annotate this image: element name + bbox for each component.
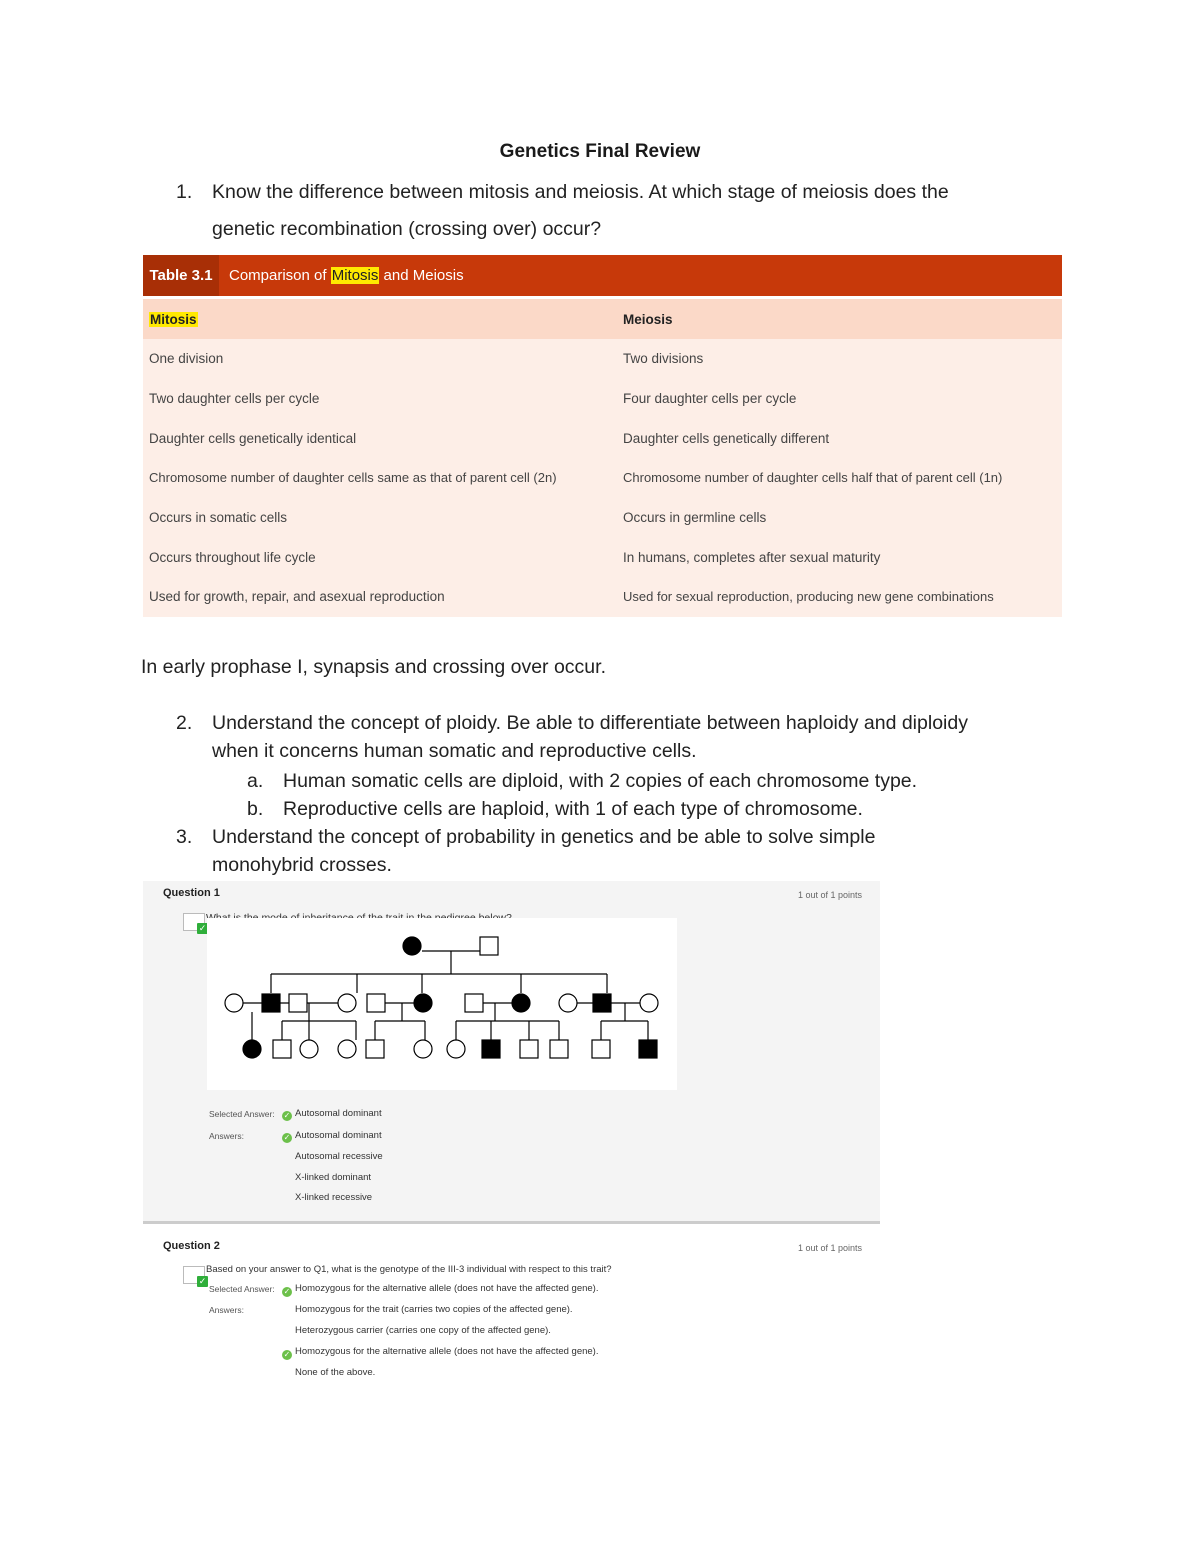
caption-text-end: and Meiosis	[379, 267, 464, 284]
quiz-question-1-title: Question 1	[163, 887, 220, 899]
table-cell: One division	[149, 351, 224, 367]
table-row	[143, 379, 1062, 419]
table-cell: Daughter cells genetically different	[623, 430, 830, 446]
correct-check-icon: ✓	[283, 1350, 291, 1359]
sub-label-a: a.	[247, 770, 264, 792]
table-header	[143, 255, 1062, 296]
table-cell: In humans, completes after sexual maturity	[623, 549, 881, 565]
table-row	[143, 418, 1062, 458]
caption-highlight: Mitosis	[331, 267, 379, 284]
table-cell: Two divisions	[623, 351, 704, 367]
answer-option: Autosomal dominant	[295, 1130, 382, 1141]
check-icon: ✓	[198, 923, 207, 933]
answer-option: Homozygous for the alternative allele (does not have the affected gene).	[295, 1346, 599, 1357]
table-cell: Occurs throughout life cycle	[149, 549, 316, 565]
column-header-mitosis-label: Mitosis	[150, 311, 197, 327]
question-3-line-1: Understand the concept of probability in genetics and be able to solve simple	[212, 826, 876, 848]
question-1-line-2: genetic recombination (crossing over) occur?	[212, 218, 602, 240]
answers-label: Answers:	[209, 1131, 244, 1141]
graded-check-icon	[183, 913, 205, 931]
table-row	[143, 458, 1062, 498]
column-header-mitosis	[143, 312, 623, 327]
quiz-question-1-points: 1 out of 1 points	[797, 890, 862, 900]
caption-text: Comparison of	[229, 267, 331, 284]
selected-answer: Homozygous for the alternative allele (does not have the affected gene).	[295, 1283, 599, 1294]
answer-option: Heterozygous carrier (carries one copy of the affected gene).	[295, 1325, 551, 1336]
table-cell: Chromosome number of daughter cells half that of parent cell (1n)	[623, 470, 1003, 486]
table-caption	[219, 267, 464, 284]
answer-option: X-linked recessive	[295, 1192, 373, 1203]
question-2-line-1: Understand the concept of ploidy. Be able to differentiate between haploidy and diploidy	[212, 712, 968, 734]
quiz-question-2-title: Question 2	[163, 1240, 220, 1252]
table-cell: Two daughter cells per cycle	[149, 391, 320, 407]
table-cell: Daughter cells genetically identical	[149, 430, 357, 446]
answer-option: X-linked dominant	[295, 1172, 372, 1183]
item-number-3: 3.	[176, 826, 193, 848]
selected-answer-label: Selected Answer:	[209, 1109, 275, 1119]
table-number: Table 3.1	[143, 255, 219, 296]
correct-check-icon: ✓	[283, 1133, 291, 1142]
selected-answer-label: Selected Answer:	[209, 1284, 275, 1294]
sub-item-a: Human somatic cells are diploid, with 2 copies of each chromosome type.	[283, 770, 918, 792]
sub-label-b: b.	[247, 798, 264, 820]
table-row	[143, 577, 1062, 617]
quiz-question-2-panel	[143, 1232, 880, 1392]
table-cell: Chromosome number of daughter cells same as that of parent cell (2n)	[149, 470, 557, 486]
selected-answer: Autosomal dominant	[295, 1108, 382, 1119]
item-number-1: 1.	[176, 181, 193, 203]
answer-option: Homozygous for the trait (carries two copies of the affected gene).	[295, 1304, 573, 1315]
sub-item-b: Reproductive cells are haploid, with 1 of each type of chromosome.	[283, 798, 863, 820]
pedigree-chart	[207, 918, 677, 1090]
panel-divider	[143, 1221, 880, 1224]
check-icon: ✓	[198, 1276, 207, 1286]
quiz-question-1-panel	[143, 881, 880, 1221]
correct-check-icon: ✓	[283, 1287, 291, 1296]
answers-label: Answers:	[209, 1305, 244, 1315]
comparison-table	[143, 255, 1062, 617]
correct-check-icon: ✓	[283, 1111, 291, 1120]
graded-check-icon	[183, 1266, 205, 1284]
quiz-question-2-text: Based on your answer to Q1, what is the genotype of the III-3 individual with respect to this trait?	[206, 1264, 612, 1275]
quiz-question-2-points: 1 out of 1 points	[797, 1243, 862, 1253]
question-2-line-2: when it concerns human somatic and reproductive cells.	[212, 740, 697, 762]
question-3-line-2: monohybrid crosses.	[212, 854, 392, 876]
table-column-headers	[143, 299, 1062, 339]
table-row	[143, 537, 1062, 577]
table-cell: Four daughter cells per cycle	[623, 391, 797, 407]
page-title: Genetics Final Review	[499, 141, 701, 162]
question-1-line-1: Know the difference between mitosis and meiosis. At which stage of meiosis does the	[212, 181, 949, 203]
table-cell: Used for sexual reproduction, producing new gene combinations	[623, 589, 994, 605]
table-row	[143, 339, 1062, 379]
table-body	[143, 339, 1062, 617]
answer-1: In early prophase I, synapsis and crossing over occur.	[141, 656, 606, 678]
table-cell: Occurs in somatic cells	[149, 510, 288, 526]
item-number-2: 2.	[176, 712, 193, 734]
answer-option: Autosomal recessive	[295, 1151, 383, 1162]
table-cell: Used for growth, repair, and asexual reproduction	[149, 589, 445, 605]
column-header-meiosis: Meiosis	[623, 311, 673, 327]
pedigree-svg	[207, 918, 677, 1090]
table-cell: Occurs in germline cells	[623, 510, 767, 526]
table-row	[143, 498, 1062, 538]
answer-option: None of the above.	[295, 1367, 376, 1378]
